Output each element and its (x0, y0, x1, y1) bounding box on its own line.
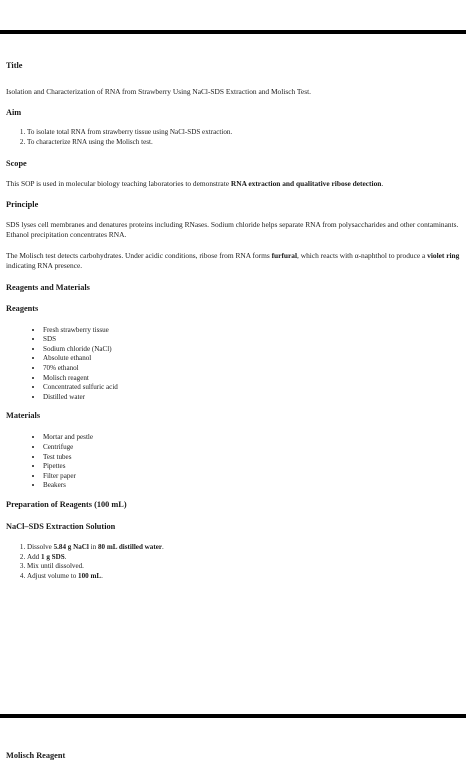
reagents-materials-heading: Reagents and Materials (6, 282, 90, 292)
step-item: 4. Adjust volume to 100 mL. (27, 572, 460, 582)
nacl-sds-heading: NaCl–SDS Extraction Solution (6, 521, 116, 531)
materials-heading: Materials (6, 411, 41, 421)
list-item: • Centrifuge (43, 443, 460, 453)
list-item: • Sodium chloride (NaCl) (43, 345, 460, 355)
list-item: • Distilled water (43, 393, 460, 403)
aim-list (6, 128, 460, 147)
step-item: 1. Dissolve 5.84 g NaCl in 80 mL distilled water. (27, 543, 460, 553)
list-item: • Fresh strawberry tissue (43, 326, 460, 336)
list-item: • Concentrated sulfuric acid (43, 383, 460, 393)
principle-paragraph-1: SDS lyses cell membranes and denatures proteins including RNases. Sodium chloride helps separate RNA from polysaccharides and other contaminants. Ethanol precipitation concentrates RNA. (6, 220, 459, 240)
list-item: • 70% ethanol (43, 364, 460, 374)
prep-heading: Preparation of Reagents (100 mL) (6, 499, 127, 509)
list-item: • Beakers (43, 481, 460, 491)
title-text: Isolation and Characterization of RNA from Strawberry Using NaCl-SDS Extraction and Molisch Test. (6, 87, 311, 96)
scope-heading: Scope (6, 158, 27, 168)
list-item: • Test tubes (43, 453, 460, 463)
aim-heading: Aim (6, 108, 22, 118)
aim-item: 2. To characterize RNA using the Molisch test. (27, 138, 460, 148)
list-item: • Mortar and pestle (43, 433, 460, 443)
scope-text: This SOP is used in molecular biology teaching laboratories to demonstrate RNA extraction and qualitative ribose detection. (6, 178, 384, 188)
principle-paragraph-2: The Molisch test detects carbohydrates. Under acidic conditions, ribose from RNA forms furfural, which reacts with α-naphthol to produce a violet ring indicating RNA presence. (6, 250, 460, 271)
reagents-list (6, 326, 460, 403)
aim-item: 1. To isolate total RNA from strawberry tissue using NaCl-SDS extraction. (27, 128, 460, 138)
document-page (6, 60, 460, 581)
materials-list (6, 433, 460, 491)
list-item: • SDS (43, 335, 460, 345)
list-item: • Molisch reagent (43, 374, 460, 384)
title-heading: Title (6, 61, 23, 70)
list-item: • Absolute ethanol (43, 354, 460, 364)
principle-heading: Principle (6, 200, 39, 209)
list-item: • Filter paper (43, 472, 460, 482)
step-item: 3. Mix until dissolved. (27, 562, 460, 572)
list-item: • Pipettes (43, 462, 460, 472)
nacl-sds-steps (6, 543, 460, 581)
reagents-heading: Reagents (6, 303, 39, 313)
top-page-border (0, 30, 466, 34)
step-item: 2. Add 1 g SDS. (27, 553, 460, 563)
page-break-border (0, 714, 466, 718)
molisch-reagent-heading: Molisch Reagent (6, 751, 66, 760)
